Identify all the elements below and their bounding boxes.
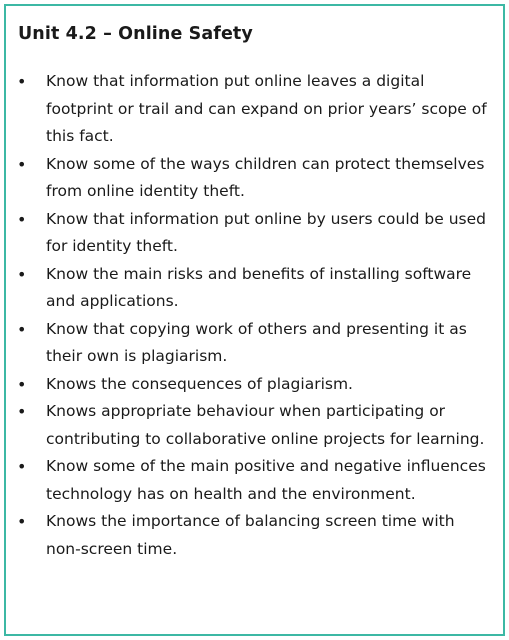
list-item: [6, 151, 503, 206]
unit-title: Unit 4.2 – Online Safety: [18, 24, 253, 44]
list-item-text: Know some of the ways children can protect themselves from online identity theft.: [46, 154, 485, 200]
list-item-text: Knows the consequences of plagiarism.: [46, 374, 353, 393]
bullet-icon: •: [17, 72, 27, 91]
objectives-list: [6, 68, 503, 563]
list-item: [6, 206, 503, 261]
bullet-icon: •: [17, 402, 27, 421]
list-item-text: Know the main risks and benefits of installing software and applications.: [46, 264, 472, 310]
list-item-text: Know some of the main positive and negative influences technology has on health and the environment.: [46, 457, 486, 503]
bullet-icon: •: [17, 319, 27, 339]
list-item: [6, 68, 503, 151]
list-item: [6, 371, 503, 399]
list-item: [6, 453, 503, 508]
list-item-text: Know that copying work of others and presenting it as their own is plagiarism.: [46, 319, 467, 365]
bullet-icon: •: [17, 374, 27, 394]
bullet-icon: •: [17, 264, 27, 284]
list-item: [6, 508, 503, 563]
list-item: [6, 261, 503, 316]
list-item-text: Knows the importance of balancing screen time with non-screen time.: [46, 512, 455, 558]
unit-card: [4, 4, 505, 636]
list-item: [6, 316, 503, 371]
bullet-icon: •: [17, 457, 27, 476]
bullet-icon: •: [17, 512, 27, 531]
list-item-text: Know that information put online leaves a digital footprint or trail and can expand on prior years’ scope of this fact.: [46, 72, 487, 145]
list-item: [6, 398, 503, 453]
list-item-text: Know that information put online by users could be used for identity theft.: [46, 209, 486, 255]
bullet-icon: •: [17, 154, 27, 174]
bullet-icon: •: [17, 209, 27, 229]
list-item-text: Knows appropriate behaviour when participating or contributing to collaborative online projects for learning.: [46, 402, 485, 448]
